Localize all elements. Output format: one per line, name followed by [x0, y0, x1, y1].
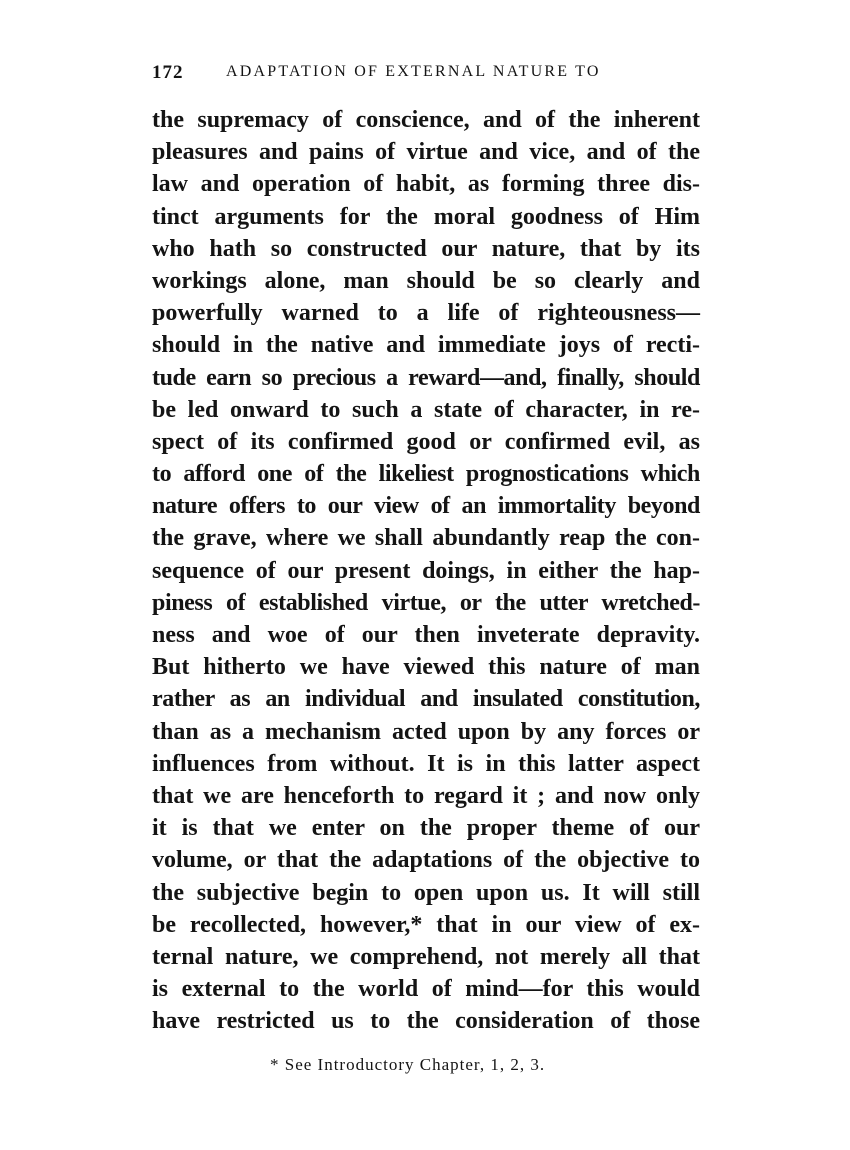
text-line: to afford one of the likeliest prognostications which: [152, 461, 700, 488]
text-line: But hitherto we have viewed this nature of man: [152, 654, 700, 681]
text-line: law and operation of habit, as forming three dis-: [152, 171, 700, 198]
text-line: the supremacy of conscience, and of the inherent: [152, 107, 700, 133]
text-line: powerfully warned to a life of righteousness—: [152, 300, 700, 327]
text-line: be recollected, however,* that in our view of ex-: [152, 911, 700, 938]
body-paragraph: [152, 104, 700, 1037]
text-line: the subjective begin to open upon us. It will still: [152, 879, 700, 906]
running-header: [152, 62, 712, 88]
text-line: ness and woe of our then inveterate depravity.: [152, 622, 700, 648]
text-line: workings alone, man should be so clearly and: [152, 267, 700, 294]
text-line: influences from without. It is in this latter aspect: [152, 750, 700, 777]
text-line: that we are henceforth to regard it ; and now only: [152, 782, 700, 809]
text-line: tude earn so precious a reward—and, finally, should: [152, 364, 700, 391]
footnote: * See Introductory Chapter, 1, 2, 3.: [270, 1055, 546, 1074]
text-line: sequence of our present doings, in either the hap-: [152, 557, 700, 584]
text-line: than as a mechanism acted upon by any forces or: [152, 718, 700, 745]
text-line: ternal nature, we comprehend, not merely all that: [152, 943, 700, 970]
text-line: pleasures and pains of virtue and vice, and of the: [152, 139, 700, 166]
text-line: rather as an individual and insulated constitution,: [152, 686, 700, 713]
text-line: it is that we enter on the proper theme of our: [152, 815, 700, 842]
text-line: nature offers to our view of an immortality beyond: [152, 493, 700, 520]
text-line: be led onward to such a state of character, in re-: [152, 396, 700, 423]
running-title: ADAPTATION OF EXTERNAL NATURE TO: [226, 63, 601, 80]
text-line: who hath so constructed our nature, that by its: [152, 235, 700, 262]
text-line: the grave, where we shall abundantly reap the con-: [152, 525, 700, 552]
text-line: is external to the world of mind—for this would: [152, 976, 700, 1003]
text-line: spect of its confirmed good or confirmed evil, as: [152, 428, 700, 455]
text-line: tinct arguments for the moral goodness of Him: [152, 203, 700, 230]
text-line: should in the native and immediate joys of recti-: [152, 332, 700, 359]
text-line: have restricted us to the consideration of those: [152, 1008, 700, 1035]
text-line: piness of established virtue, or the utter wretched-: [152, 589, 700, 616]
text-line: volume, or that the adaptations of the objective to: [152, 847, 700, 874]
page-number: 172: [152, 62, 184, 83]
